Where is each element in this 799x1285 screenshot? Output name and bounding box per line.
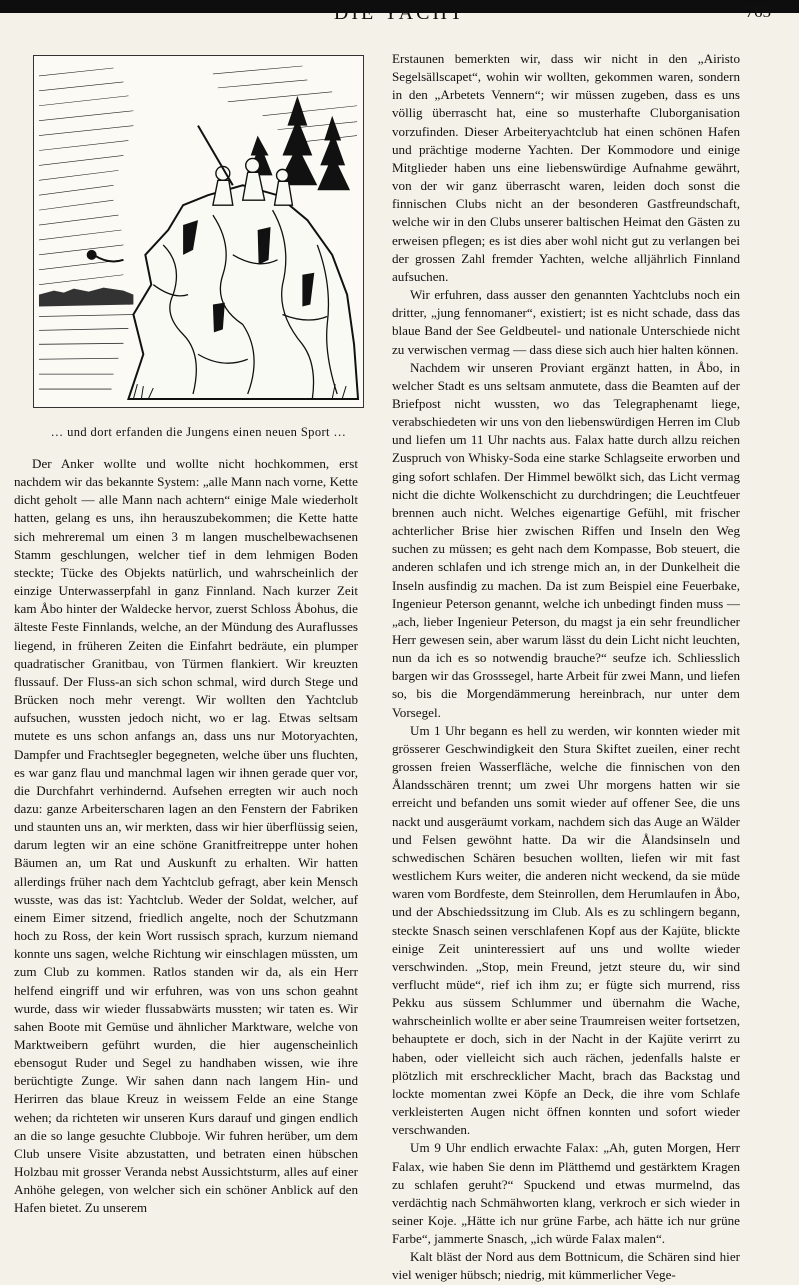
paragraph: Erstaunen bemerkten wir, dass wir nicht in den „Airisto Segelsällscapet“, wohin wir wollten, gekommen waren, sondern in den „Arbetets Vennern“; wir müssen zugeben, dass es uns völlig überrascht hat, eine so musterhafte Cluborganisation vorzufinden. Dieser Arbeiteryachtclub hat einen schönen Hafen und prächtige moderne Yachten. Der Kommodore und einige Mitglieder haben uns eine liebenswürdige Aufnahme gewährt, von der wir ganz überrascht waren, leiden doch sonst die finnischen Clubs nicht an der besonderen Gastfreundschaft, welche wir in den Clubs unserer baltischen Heimat den Gästen zu erweisen pflegen; es ist dies aber wohl nicht gut zu verlangen bei der grossen Zahl fremder Yachten, welche alljährlich Finnland aufsuchen. xyxy=(392,51,740,284)
paragraph: Kalt bläst der Nord aus dem Bottnicum, die Schären sind hier viel weniger hübsch; niedrig, mit kümmerlicher Vege- xyxy=(392,1249,740,1283)
page-number: 765 xyxy=(745,2,771,21)
paragraph: Wir erfuhren, dass ausser den genannten Yachtclubs noch ein dritter, „jung fennomaner“, existiert; ist es nicht schade, dass das blaue Band der See Geldbeutel- und nationale Unterschiede nicht zu verwischen vermag — dass diese sich auch hier halten können. xyxy=(392,287,740,357)
figure-caption: … und dort erfanden die Jungens einen neuen Sport … xyxy=(50,425,347,439)
paragraph: Der Anker wollte und wollte nicht hochkommen, erst nachdem wir das bekannte System: „alle Mann nach vorne, Kette dicht geholt — alle Mann nach achtern“ einige Male wiederholt hatten, gelang es uns, ihn herauszubekommen; die Kette hatte sich mehreremal um einen 3 m langen muschelbewachsenen Stamm geschlungen, welcher tief in dem lehmigen Boden steckte; Tücke des Objekts natürlich, und wahrscheinlich der einzige Unterwasserpfahl in ganz Finnland. Nach kurzer Zeit kam Åbo hinter der Waldecke hervor, zuerst Schloss Åbohus, die älteste Feste Finnlands, welche, an der Mündung des Auraflusses liegend, in früheren Zeiten die Einfahrt bedräute, ein plumper quadratischer Granitbau, von Türmen flankiert. Wir kreuzten flussauf. Der Fluss-an sich schon schmal, wird durch Stege und Brücken noch mehr verengt. Wir wollten den Yachtclub aufsuchen, wussten jedoch nicht, wo er lag. Etwas seltsam mutete es uns schon anfangs an, dass uns nur Motoryachten, Dampfer und Frachtsegler begegneten, welche über uns fluchten, es war ganz flau und manchmal lagen wir ihnen gerade quer vor, die Durchfahrt verhindernd. Aufsehen erregten wir auch noch dazu: ganze Arbeiterscharen lagen an den Fenstern der Fabriken und staunten uns an, wir merkten, dass wir hier überflüssig seien, darum legten wir an eine schöne Granitfreitreppe unter hohen Bäumen an, um Rat und Auskunft zu erhalten. Wir hatten allerdings früher nach dem Yachtclub gefragt, aber kein Mensch wusste, was das ist: Yachtclub. Weder der Soldat, welcher, auf einem Eimer sitzend, friedlich angelte, noch der Schutzmann hoch zu Ross, der kein Wort russisch sprach, kurzum niemand konnte uns sagen, welche Richtung wir einschlagen müssten, um zum Club zu kommen. Ratlos standen wir da, als ein Herr helfend eingriff und wir erfuhren, was von uns schon geahnt wurde, dass wir wieder flussabwärts mussten; wir taten es. Wir sahen Boote mit Gemüse und ähnlicher Marktware, welche von Marktweibern geführt wurden, die hier augenscheinlich ebensogut Ruder und Segel zu handhaben wissen, wie ihre berüchtigte Zunge. Wir sahen dann nach langem Hin- und Herirren das blaue Kreuz in weissem Felde an eine Stange wehen; da richteten wir unseren Kurs darauf und gingen endlich an die so lange gesuchte Clubboje. Wir fuhren herüber, um dem Club unsere Visite abzustatten, und betraten einen hübschen Holzbau mit grosser Veranda nebst Aussichtsturm, alles auf einer Anhöhe gelegen, von welcher sich ein schöner Anblick auf den Hafen bietet. Zu unserem xyxy=(14,456,358,1216)
paragraph: Um 1 Uhr begann es hell zu werden, wir konnten wieder mit grösserer Geschwindigkeit den Stura Skiftet zueilen, einer recht grossen freien Wasserfläche, welche die finnischen von den Ålandsschären trennt; um zwei Uhr morgens hatten wir sie erreicht und befanden uns somit wieder auf offener See, die uns nackt und ausgeräumt vorkam, nachdem sich das Auge an Wälder und Felsen gewöhnt hatte. Da wir die Ålandsinseln und schwedischen Schären besuchen wollten, liefen wir mit fast westlichem Kurs weiter, die anderen nicht weckend, da sie müde waren vom Bordfeste, dem Steinrollen, dem Herumlaufen in Åbo, und der Abschiedssitzung im Club. Als es zu schlingern begann, steckte Snasch seinen verschlafenen Kopf aus der Kajüte, blickte einige Zeit uninteressiert auf uns und wollte wieder verschwinden. „Stop, mein Freund, jetzt steure du, wir sind verflucht müde“, rief ich ihm zu; er fügte sich murrend, riss Pekku aus süssem Schlummer und übernahm die Wache, wahrscheinlich wollte er aber seine Traumreisen weiter fortsetzen, behauptete er doch, sich in der Nacht in der Kajüte verirrt zu haben, oder vielleicht sich auch rächen, jedenfalls halste er plötzlich mit erschrecklicher Macht, brach das Backstag und lockte momentan zwei Köpfe an Deck, die ihre vom Schlafe verkleisterten Augen nicht öffnen konnten und sofort wieder verschwanden. xyxy=(392,722,740,1138)
illustration xyxy=(33,55,364,408)
cliff-sketch xyxy=(34,56,363,407)
left-column xyxy=(14,455,358,1218)
running-title: DIE YACHT xyxy=(333,2,466,24)
paragraph: Um 9 Uhr endlich erwachte Falax: „Ah, guten Morgen, Herr Falax, wie haben Sie denn im Plätthemd und gestärktem Kragen zu schlafen geruht?“ Spuckend und etwas murmelnd, das verdächtig nach Schmähworten klang, verkroch er sich wieder in seiner Koje. „Hätte ich nur grüne Farbe, ach hätte ich nur grüne Farbe“, jammerte Snasch, „ich würde Falax malen“. xyxy=(392,1140,740,1247)
right-column xyxy=(392,50,740,1285)
paragraph: Nachdem wir unseren Proviant ergänzt hatten, in Åbo, in welcher Stadt es uns seltsam anmutete, dass die Beamten auf der Briefpost nicht wussten, wo das Telegraphenamt liege, verabschiedeten wir uns von den liebenswürdigen Herren im Club und liefen um 11 Uhr nachts aus. Falax hatte durch allzu reichen Zuspruch von Whisky-Soda eine starke Schlagseite erworben und ging sofort schlafen. Der Himmel bewölkt sich, das Licht vermag nicht die dichte Wolkenschicht zu durchdringen; die Leuchtfeuer brennen auch nicht. Welches eigenartige Gefühl, mit frischer achterlicher Brise hier zwischen Riffen und Inseln den Weg suchen zu müssen; es geht nach dem Kompasse, Bob steuert, die anderen schlafen und ich strenge mich an, in der Dunkelheit die Inseln ausfindig zu machen. Da ist zum Beispiel eine Feuerbake, Ingenieur Peterson genannt, welche ich unbedingt finden muss — „ach, lieber Ingenieur Peterson, du magst ja ein sehr freundlicher Herr gewesen sein, aber warum lässt du dein Licht nicht leuchten, nun da ich es so notwendig brauche?“ seufze ich. Schliesslich bargen wir das Grosssegel, harte Arbeit für zwei Mann, und liefen so, bis die Morgendämmerung hereinbrach, nur unter dem Vorsegel. xyxy=(392,359,740,720)
